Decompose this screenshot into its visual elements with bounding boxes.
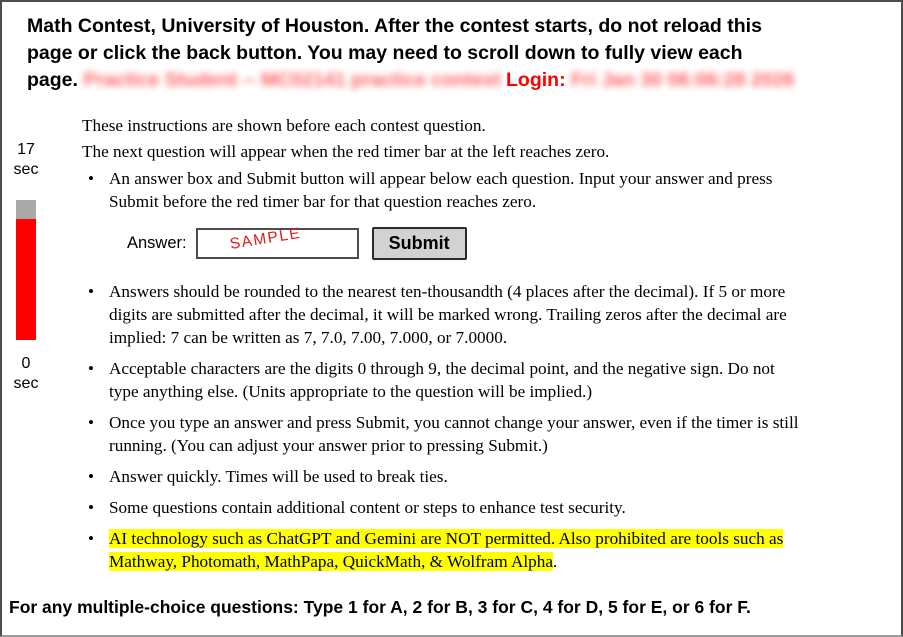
timer-bar-remaining-segment (16, 219, 36, 340)
bullet-dot: • (88, 529, 95, 548)
bullet-ai-prohibited (82, 527, 800, 573)
bullet-answer-box-info (82, 167, 800, 213)
timer-bar (16, 200, 36, 340)
intro-line-1: These instructions are shown before each contest question. (82, 116, 486, 135)
redacted-student-info: Practice Student -- MC02141 practice contest (83, 69, 501, 91)
bullet-text (109, 527, 800, 573)
sample-answer-row (127, 226, 800, 261)
bullet-dot: • (88, 413, 95, 432)
answer-input[interactable] (196, 224, 359, 259)
bullet-dot: • (88, 359, 95, 378)
header-line-3 (27, 67, 887, 94)
bullet-text: Answers should be rounded to the nearest ten-thousandth (4 places after the decimal). If 5 or more digits are submitted after the decimal, it will be marked wrong. Trailing zeros after the decimal are implied: 7 can be written as 7, 7.0, 7.00, 7.000, or 7.0000. (109, 282, 787, 347)
bullet-no-answer-change (82, 411, 800, 457)
bullet-answer-quickly (82, 465, 800, 488)
header-line-1: Math Contest, University of Houston. After the contest starts, do not reload this (27, 15, 762, 37)
bullet-acceptable-characters (82, 357, 800, 403)
timer-start-label (2, 140, 50, 180)
instructions-content (82, 114, 800, 581)
redacted-login-time: Fri Jan 30 06:06:28 2026 (571, 69, 795, 91)
bullet-text: Once you type an answer and press Submit, you cannot change your answer, even if the timer is still running. (You can adjust your answer prior to pressing Submit.) (109, 413, 799, 455)
header-line-3-prefix: page. (27, 69, 78, 91)
login-label: Login: (506, 69, 566, 91)
timer-start-value: 17 (17, 141, 35, 158)
answer-sample-watermark: SAMPLE (228, 224, 302, 253)
bullet-dot: • (88, 169, 95, 188)
timer-end-value: 0 (21, 355, 31, 372)
multiple-choice-note: For any multiple-choice questions: Type 1 for A, 2 for B, 3 for C, 4 for D, 5 for E, or 6 for F. (9, 597, 751, 617)
intro-line-2: The next question will appear when the red timer bar at the left reaches zero. (82, 142, 610, 161)
bullet-dot: • (88, 282, 95, 301)
timer-end-unit: sec (13, 375, 39, 392)
ai-prohibited-suffix: . (553, 552, 558, 571)
timer-bar-elapsed-segment (16, 200, 36, 219)
submit-button[interactable]: Submit (372, 227, 467, 260)
answer-label: Answer: (127, 234, 187, 252)
bullet-text: Acceptable characters are the digits 0 through 9, the decimal point, and the negative sign. Do not type anything else. (Units appropriate to the question will be implied.) (109, 359, 775, 401)
bullet-text: Some questions contain additional content or steps to enhance test security. (109, 498, 626, 517)
instructions-bullet-list (82, 167, 800, 573)
bullet-test-security (82, 496, 800, 519)
bullet-text: Answer quickly. Times will be used to break ties. (109, 467, 448, 486)
bullet-rounding-rule (82, 280, 800, 349)
ai-prohibited-highlight: AI technology such as ChatGPT and Gemini are NOT permitted. Also prohibited are tools such as Mathway, Photomath, MathPapa, QuickMath, & Wolfram Alpha (109, 529, 784, 571)
header-line-2: page or click the back button. You may need to scroll down to fully view each (27, 42, 743, 64)
bullet-dot: • (88, 467, 95, 486)
bullet-dot: • (88, 498, 95, 517)
bullet-text: An answer box and Submit button will appear below each question. Input your answer and press Submit before the red timer bar for that question reaches zero. (109, 169, 773, 211)
page-header (27, 13, 887, 94)
timer-end-label (2, 354, 50, 394)
timer-start-unit: sec (13, 161, 39, 178)
